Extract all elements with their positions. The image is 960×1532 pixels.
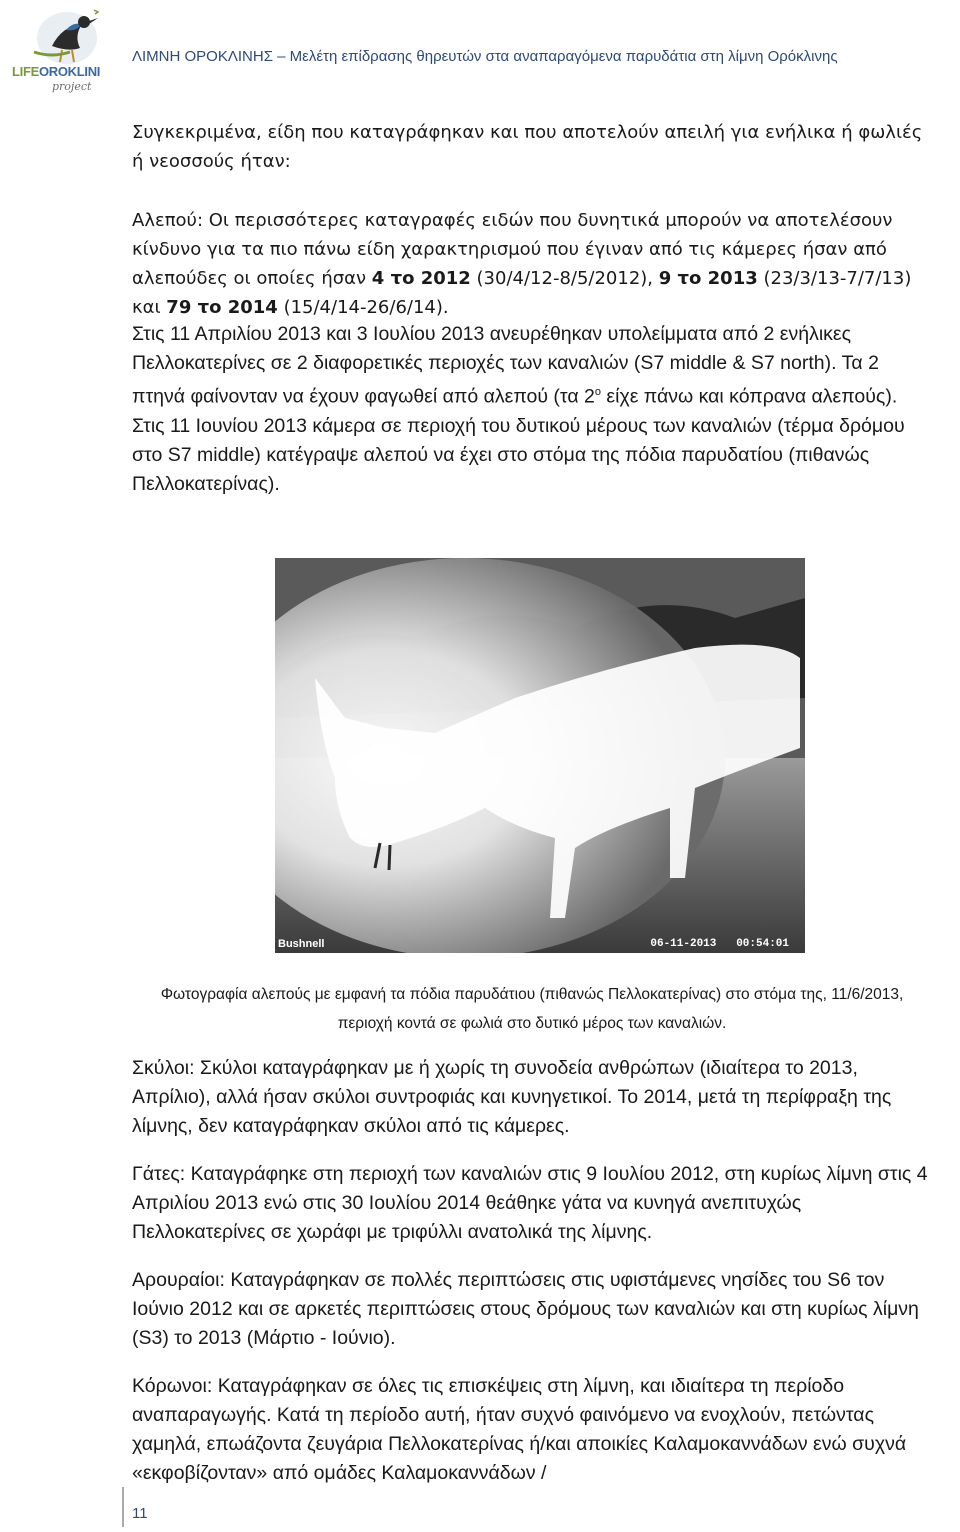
fox-p1-c: (23/3/13-7/7/13) και [132, 268, 912, 318]
fox-camera-trap-photo [275, 558, 805, 953]
fox-p1-a: Αλεπού: Οι περισσότερες καταγραφές ειδών που δυνητικά μπορούν να αποτελέσουν κίνδυνο για τα πιο πάνω είδη χαρακτηρισμού που έγιναν από τις κάμερες ήσαν από αλεπούδες οι οποίες ήσαν [132, 210, 893, 289]
fox-count-2013: 9 το 2013 [658, 268, 758, 289]
photo-timestamp: 06-11-2013 00:54:01 [650, 938, 789, 950]
fox-p1-b: (30/4/12-8/5/2012), [470, 268, 659, 289]
crows-text: Κόρωνοι: Καταγράφηκαν σε όλες τις επισκέψεις στη λίμνη, και ιδιαίτερα τη περίοδο αναπαραγωγής. Κατά τη περίοδο αυτή, ήταν συχνό φαινόμενο να ενοχλούν, πετώντας χαμηλά, επωάζοντα ζευγάρια Πελλοκατερίνας ή/και αποικίες Καλαμοκαννάδων ενώ συχνά «εκφοβίζονταν» από ομάδες Καλαμοκαννάδων / [132, 1375, 907, 1484]
fox-paragraph-2 [132, 320, 932, 499]
logo-wordmark [12, 64, 100, 79]
fox-count-2014: 79 το 2014 [166, 297, 278, 318]
crows-paragraph [132, 1372, 932, 1488]
fox-photo-image [275, 558, 805, 953]
fox-remains-paragraph [132, 320, 932, 499]
fox-p2-a: Στις 11 Απριλίου 2013 και 3 Ιουλίου 2013 ανευρέθηκαν υπολείμματα από 2 ενήλικες Πελλοκατερίνες σε 2 διαφορετικές περιοχές των καναλιών (S7 middle & S7 north). Τα 2 πτηνά φαίνονταν να έχουν φαγωθεί από αλεπού (τα 2 [132, 323, 879, 408]
rats-paragraph [132, 1266, 932, 1353]
photo-caption: Φωτογραφία αλεπούς με εμφανή τα πόδια παρυδάτιου (πιθανώς Πελλοκατερίνας) στο στόμα της, 11/6/2013, περιοχή κοντά σε φωλιά στο δυτικό μέρος των καναλιών. [160, 986, 904, 1032]
intro-paragraph [132, 118, 932, 176]
logo-project-text: project [52, 80, 92, 93]
fox-p2-b: είχε πάνω και κόπρανα αλεπούς). Στις 11 Ιουνίου 2013 κάμερα σε περιοχή του δυτικού μέρους των καναλιών (τέρμα δρόμου στο S7 middle) κατέγραψε αλεπού να έχει στο στόμα της πόδια παρυδατίου (πιθανώς Πελλοκατερίνας). [132, 385, 905, 495]
intro-text: Συγκεκριμένα, είδη που καταγράφηκαν και που αποτελούν απειλή για ενήλικα ή φωλιές ή νεοσσούς ήταν: [132, 122, 923, 172]
cats-text: Γάτες: Καταγράφηκε στη περιοχή των καναλιών στις 9 Ιουλίου 2012, στη κυρίως λίμνη στις 4 Απριλίου 2013 ενώ στις 30 Ιουλίου 2014 θεάθηκε γάτα να κυνηγά ανεπιτυχώς Πελλοκατερίνες σε χωράφι με τριφύλλι ανατολικά της λίμνης. [132, 1163, 928, 1243]
fox-count-2012: 4 το 2012 [371, 268, 471, 289]
fox-p1-d: (15/4/14-26/6/14). [277, 297, 449, 318]
logo-life-text: LIFE [12, 64, 39, 79]
footer-divider [122, 1487, 124, 1527]
dogs-paragraph [132, 1054, 932, 1141]
fox-section [132, 206, 932, 322]
project-logo [8, 6, 118, 98]
camera-brand-label: Bushnell [278, 938, 325, 950]
page-number: 11 [132, 1505, 148, 1522]
dogs-text: Σκύλοι: Σκύλοι καταγράφηκαν με ή χωρίς τη συνοδεία ανθρώπων (ιδιαίτερα το 2013, Απρίλιο), αλλά ήσαν σκύλοι συντροφιάς και κυνηγετικοί. Το 2014, μετά τη περίφραξη της λίμνης, δεν καταγράφηκαν σκύλοι από τις κάμερες. [132, 1057, 892, 1137]
running-header-title: ΛΙΜΝΗ ΟΡΟΚΛΙΝΗΣ – Μελέτη επίδρασης θηρευτών στα αναπαραγόμενα παρυδάτια στη λίμνη Ορόκλινης [132, 48, 838, 65]
fox-paragraph-1 [132, 206, 932, 322]
rats-text: Αρουραίοι: Καταγράφηκαν σε πολλές περιπτώσεις στις υφιστάμενες νησίδες του S6 τον Ιούνιο 2012 και σε αρκετές περιπτώσεις στους δρόμους των καναλιών και στη κυρίως λίμνη (S3) το 2013 (Μάρτιο - Ιούνιο). [132, 1269, 919, 1349]
superscript-o: ο [594, 386, 602, 398]
bird-logo-icon [22, 6, 112, 66]
logo-oroklini-text: OROKLINI [38, 64, 101, 79]
cats-paragraph [132, 1160, 932, 1247]
